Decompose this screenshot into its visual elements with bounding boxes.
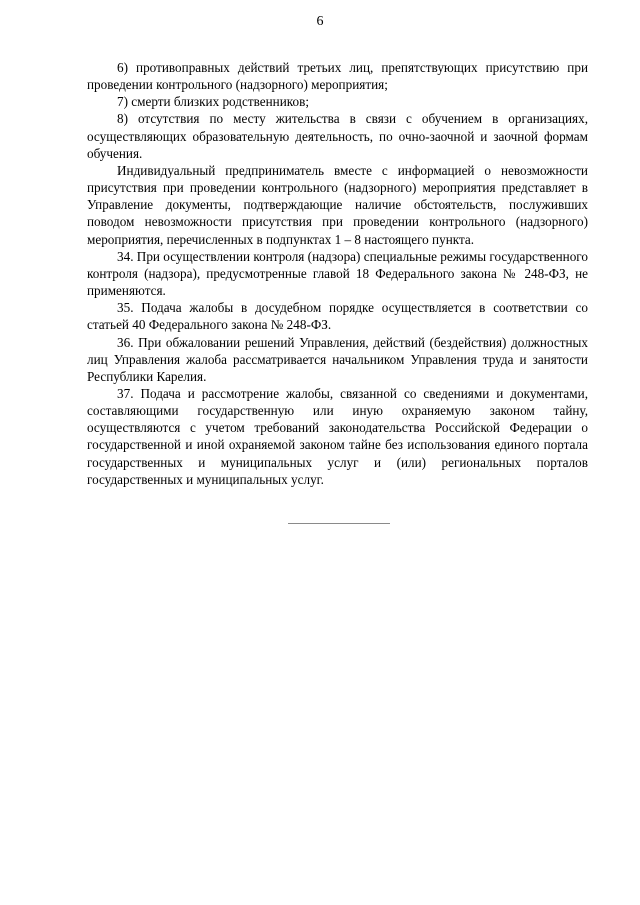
- paragraph-item-8: 8) отсутствия по месту жительства в связи с обучением в организациях, осуществляющих образовательную деятельность, по очно-заочной и заочной формам обучения.: [87, 111, 588, 161]
- paragraph-item-6: 6) противоправных действий третьих лиц, препятствующих присутствию при проведении контрольного (надзорного) мероприятия;: [87, 60, 588, 93]
- paragraph-clause-37: 37. Подача и рассмотрение жалобы, связанной со сведениями и документами, составляющими государственную или иную охраняемую законом тайну, осуществляются с учетом требований законодательства Российской Федерации о государственной и иной охраняемой законом тайне без использования единого портала государственных и муниципальных услуг и (или) региональных порталов государственных и муниципальных услуг.: [87, 385, 588, 487]
- paragraph-clause-35: 35. Подача жалобы в досудебном порядке осуществляется в соответствии со статьей 40 Федерального закона № 248-ФЗ.: [87, 300, 588, 333]
- paragraph-entrepreneur-documents: Индивидуальный предприниматель вместе с информацией о невозможности присутствия при проведении контрольного (надзорного) мероприятия представляет в Управление документы, подтверждающие наличие обстоятельств, послуживших поводом невозможности присутствия при проведении контрольного (надзорного) мероприятия, перечисленных в подпунктах 1 – 8 настоящего пункта.: [87, 162, 588, 247]
- paragraph-clause-34: 34. При осуществлении контроля (надзора) специальные режимы государственного контроля (надзора), предусмотренные главой 18 Федерального закона № 248-ФЗ, не применяются.: [87, 248, 588, 299]
- end-of-text-divider: [288, 523, 390, 524]
- page-number: 6: [316, 14, 324, 29]
- paragraph-item-7: 7) смерти близких родственников;: [117, 94, 309, 110]
- document-body: [87, 59, 588, 488]
- paragraph-clause-36: 36. При обжаловании решений Управления, действий (бездействия) должностных лиц Управления жалоба рассматривается начальником Управления труда и занятости Республики Карелия.: [87, 334, 588, 384]
